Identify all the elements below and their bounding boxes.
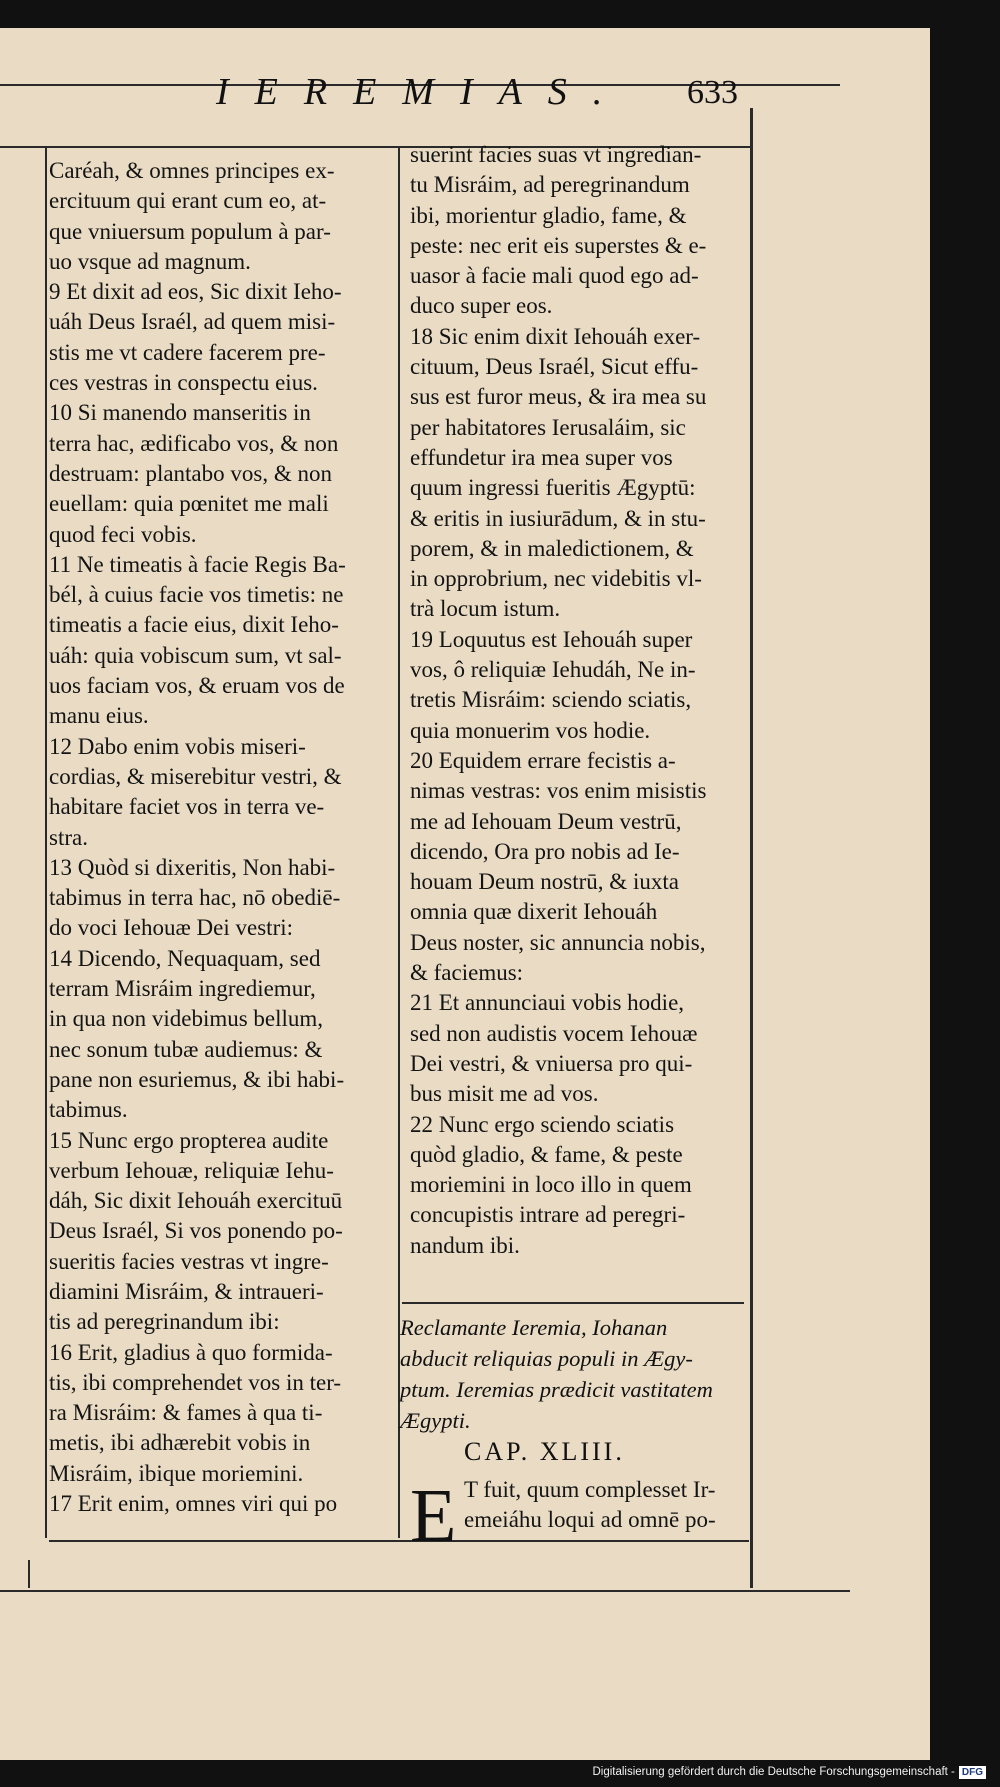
text-line: Deus noster, sic annuncia nobis, [410,929,706,955]
text-line: uasor à facie mali quod ego ad- [410,263,699,289]
chapter-text-line: T fuit, quum complesset Ir- [464,1477,716,1502]
text-line: nimas vestras: vos enim misistis [410,778,707,804]
dfg-logo: DFG [959,1766,986,1779]
text-line: trà locum istum. [410,596,561,622]
summary-line: ptum. Ieremias prædicit vastitatem [400,1377,713,1402]
left-column-text [49,156,389,1519]
text-line: verbum Iehouæ, reliquiæ Iehu- [49,1157,334,1183]
text-line: omnia quæ dixerit Iehouáh [410,899,658,925]
text-line: quòd gladio, & fame, & peste [410,1141,683,1167]
text-line: ibi, morientur gladio, fame, & [410,202,687,228]
right-column-border [750,108,753,1588]
text-line: effundetur ira mea super vos [410,444,673,470]
text-line: 10 Si manendo manseritis in [49,400,311,426]
text-line: ra Misráim: & fames à qua ti- [49,1400,323,1426]
text-line: 9 Et dixit ad eos, Sic dixit Ieho- [49,279,342,305]
running-title: IEREMIAS. [216,71,629,113]
text-line: ces vestras in conspectu eius. [49,370,318,396]
text-line: in qua non videbimus bellum, [49,1006,324,1032]
text-line: 18 Sic enim dixit Iehouáh exer- [410,323,701,349]
text-line: cordias, & miserebitur vestri, & [49,763,342,789]
text-line: bus misit me ad vos. [410,1081,599,1107]
text-line: terram Misráim ingrediemur, [49,976,316,1002]
summary-line: Ægypti. [400,1408,471,1433]
text-line: stra. [49,824,88,850]
text-line: tu Misráim, ad peregrinandum [410,172,690,198]
chapter-text-line: emeiáhu loqui ad omnē po- [464,1507,716,1532]
chapter-heading: CAP. XLIII. [464,1437,625,1466]
text-line: metis, ibi adhærebit vobis in [49,1430,311,1456]
text-line: tis, ibi comprehendet vos in ter- [49,1369,342,1395]
text-line: manu eius. [49,703,149,729]
left-column-border [45,146,47,1538]
text-line: nec sonum tubæ audiemus: & [49,1036,323,1062]
text-line: pane non esuriemus, & ibi habi- [49,1066,345,1092]
text-line: uáh: quia vobiscum sum, vt sal- [49,642,342,668]
text-line: quod feci vobis. [49,521,197,547]
text-line: concupistis intrare ad peregri- [410,1202,686,1228]
text-line: sus est furor meus, & ira mea su [410,384,707,410]
text-line: 13 Quòd si dixeritis, Non habi- [49,854,336,880]
text-line: habitare faciet vos in terra ve- [49,794,325,820]
text-line: Misráim, ibique moriemini. [49,1460,304,1486]
text-line: 22 Nunc ergo sciendo sciatis [410,1111,675,1137]
text-line: 19 Loquutus est Iehouáh super [410,626,693,652]
text-line: timeatis a facie eius, dixit Ieho- [49,612,339,638]
text-line: Deus Israél, Si vos ponendo po- [49,1218,343,1244]
credit-text: Digitalisierung gefördert durch die Deutsche Forschungsgemeinschaft - [592,1766,955,1778]
text-line: 20 Equidem errare fecistis a- [410,747,676,773]
text-line: uo vsque ad magnum. [49,248,251,274]
text-block-bottom-rule [49,1540,749,1542]
text-line: & eritis in iusiurādum, & in stu- [410,505,706,531]
text-line: Dei vestri, & vniuersa pro qui- [410,1050,693,1076]
text-line: dicendo, Ora pro nobis ad Ie- [410,838,680,864]
text-line: 14 Dicendo, Nequaquam, sed [49,945,321,971]
text-line: uáh Deus Israél, ad quem misi- [49,309,336,335]
text-line: per habitatores Ierusaláim, sic [410,414,686,440]
text-line: diamini Misráim, & intraueri- [49,1278,324,1304]
text-line: moriemini in loco illo in quem [410,1172,692,1198]
text-line: Caréah, & omnes principes ex- [49,158,335,183]
margin-tick [28,1560,30,1588]
text-line: me ad Iehouam Deum vestrū, [410,808,682,834]
summary-line: abducit reliquias populi in Ægy- [400,1346,693,1371]
text-line: destruam: plantabo vos, & non [49,460,332,486]
summary-line: Reclamante Ieremia, Iohanan [400,1315,668,1340]
text-line: 17 Erit enim, omnes viri qui po [49,1491,338,1517]
text-line: dáh, Sic dixit Iehouáh exercituū [49,1188,343,1214]
text-line: duco super eos. [410,293,553,319]
drop-cap: E [410,1474,457,1558]
text-line: quum ingressi fueritis Ægyptū: [410,475,696,501]
text-line: stis me vt cadere facerem pre- [49,339,326,365]
text-line: vos, ô reliquiæ Iehudáh, Ne in- [410,657,696,683]
text-line: que vniuersum populum à par- [49,218,331,244]
text-line: 11 Ne timeatis à facie Regis Ba- [49,551,346,577]
text-line: cituum, Deus Israél, Sicut effu- [410,354,699,380]
text-line: bél, à cuius facie vos timetis: ne [49,582,344,608]
text-line: tabimus in terra hac, nō obediē- [49,885,341,911]
text-line: sueritis facies vestras vt ingre- [49,1248,329,1274]
footer-rule [0,1590,850,1592]
right-column-text [410,140,740,1261]
text-line: nandum ibi. [410,1232,520,1258]
text-line: 15 Nunc ergo propterea audite [49,1127,329,1153]
text-line: terra hac, ædificabo vos, & non [49,430,339,456]
text-line: tabimus. [49,1097,128,1123]
text-line: do voci Iehouæ Dei vestri: [49,915,294,941]
text-line: uos faciam vos, & eruam vos de [49,673,345,699]
text-line: porem, & in maledictionem, & [410,535,694,561]
chapter-summary [400,1312,742,1436]
text-line: euellam: quia pœnitet me mali [49,491,329,517]
chapter-opening-text [464,1475,716,1535]
text-line: tis ad peregrinandum ibi: [49,1309,280,1335]
text-line: 21 Et annunciaui vobis hodie, [410,990,685,1016]
text-line: quia monuerim vos hodie. [410,717,651,743]
text-line: in opprobrium, nec videbitis vl- [410,566,702,592]
text-line: suerint facies suas vt ingredian- [410,142,702,167]
text-line: 16 Erit, gladius à quo formida- [49,1339,333,1365]
text-line: tretis Misráim: sciendo sciatis, [410,687,692,713]
text-line: 12 Dabo enim vobis miseri- [49,733,306,759]
text-line: peste: nec erit eis superstes & e- [410,232,707,258]
text-line: sed non audistis vocem Iehouæ [410,1020,698,1046]
digitization-credit [592,1766,986,1779]
text-line: ercituum qui erant cum eo, at- [49,188,327,214]
text-line: houam Deum nostrū, & iuxta [410,869,679,895]
text-line: & faciemus: [410,960,524,986]
caption-rule [402,1302,744,1304]
page-number: 633 [687,74,738,111]
